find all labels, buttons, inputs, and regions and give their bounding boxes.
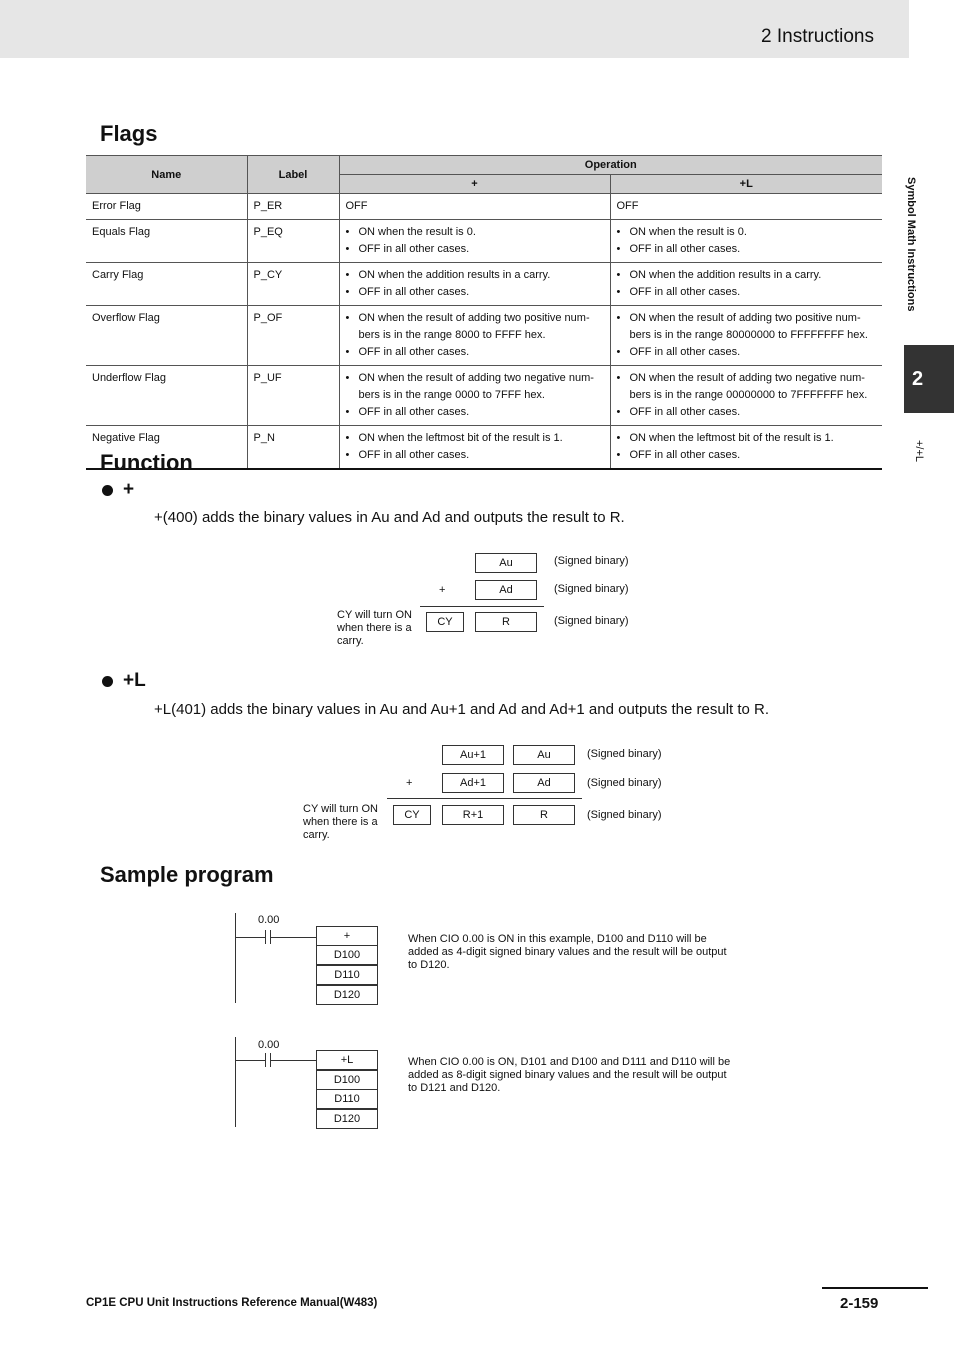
flags-table-body [86, 194, 882, 470]
bullet-icon: • [616, 406, 621, 418]
plus-condition [339, 194, 610, 220]
ad1-box: Ad+1 [442, 773, 504, 793]
condition-text: OFF in all other cases. [358, 243, 470, 255]
bullet-icon: • [616, 286, 621, 298]
condition-line [346, 370, 604, 404]
condition-line [617, 430, 877, 447]
condition-line [617, 224, 877, 241]
contact-address: 0.00 [258, 914, 280, 926]
flags-row [86, 306, 882, 366]
condition-text: OFF in all other cases. [629, 406, 741, 418]
r1-box: R+1 [442, 805, 504, 825]
signed-binary-label: (Signed binary) [554, 615, 629, 627]
condition-line [617, 310, 877, 344]
condition-text: ON when the result of adding two negative num-bers is in the range 00000000 to 7FFFFFFF hex. [629, 372, 868, 401]
cy-note: CY will turn ON when there is a carry. [303, 803, 378, 841]
col-operation-header: Operation [339, 156, 882, 175]
condition-text: ON when the leftmost bit of the result is 1. [358, 432, 563, 444]
sum-line [420, 606, 544, 607]
bullet-disc-icon [102, 485, 113, 496]
cy-note: CY will turn ON when there is a carry. [337, 609, 412, 647]
plusL-subheading [102, 670, 146, 692]
plus-operator: + [406, 777, 413, 789]
program-note: When CIO 0.00 is ON, D101 and D100 and D111 and D110 will be added as 8-digit signed binary values and the result will be output to D121 and D120. [408, 1056, 731, 1094]
col-plusL-header: +L [610, 175, 882, 194]
bullet-icon: • [616, 449, 621, 461]
signed-binary-label: (Signed binary) [554, 555, 629, 567]
sample-heading: Sample program [100, 862, 274, 887]
instruction-box: + [316, 926, 378, 946]
bullet-icon: • [616, 372, 621, 384]
condition-line [346, 284, 604, 301]
manual-title: CP1E CPU Unit Instructions Reference Manual(W483) [86, 1297, 378, 1309]
col-label-header: Label [247, 156, 339, 194]
condition-text: OFF in all other cases. [358, 286, 470, 298]
flag-label: P_EQ [247, 220, 339, 263]
rung-wire [235, 937, 265, 938]
condition-text: OFF in all other cases. [358, 406, 470, 418]
operand-box: D110 [316, 1089, 378, 1109]
condition-text: ON when the result of adding two positive num-bers is in the range 8000 to FFFF hex. [358, 312, 590, 341]
condition-line [346, 344, 604, 361]
bullet-icon: • [345, 286, 350, 298]
contact-icon-left [265, 930, 266, 944]
flag-label: P_ER [247, 194, 339, 220]
bullet-icon: • [616, 243, 621, 255]
operand-box: D100 [316, 945, 378, 965]
bullet-icon: • [345, 346, 350, 358]
au-box: Au [475, 553, 537, 573]
chapter-tab[interactable]: 2 [904, 345, 954, 413]
col-name-header: Name [86, 156, 247, 194]
plusL-condition [610, 366, 882, 426]
contact-address: 0.00 [258, 1039, 280, 1051]
plus-subheading [102, 479, 134, 501]
plusL-condition [610, 220, 882, 263]
condition-text: ON when the addition results in a carry. [358, 269, 551, 281]
bullet-disc-icon [102, 676, 113, 687]
flag-name: Negative Flag [86, 426, 247, 470]
condition-text: ON when the result is 0. [629, 226, 747, 238]
r-box: R [475, 612, 537, 632]
footer-rule [822, 1287, 928, 1289]
condition-line [346, 430, 604, 447]
rung-wire [235, 1060, 265, 1061]
condition-line [617, 404, 877, 421]
plusL-condition [610, 306, 882, 366]
plus-condition [339, 220, 610, 263]
bullet-icon: • [616, 346, 621, 358]
condition-line [346, 447, 604, 464]
flag-name: Carry Flag [86, 263, 247, 306]
condition-line [617, 198, 877, 215]
flag-label: P_CY [247, 263, 339, 306]
bullet-icon: • [345, 269, 350, 281]
operand-box: D120 [316, 985, 378, 1005]
cy-box: CY [426, 612, 464, 632]
condition-text: OFF in all other cases. [358, 346, 470, 358]
condition-line [617, 344, 877, 361]
condition-text: ON when the leftmost bit of the result is 1. [629, 432, 834, 444]
rung-wire [270, 1060, 317, 1061]
flags-row [86, 263, 882, 306]
au1-box: Au+1 [442, 745, 504, 765]
flags-row [86, 220, 882, 263]
bullet-icon: • [345, 432, 350, 444]
sidebar-section-label: Symbol Math Instructions [905, 177, 917, 312]
condition-text: OFF in all other cases. [629, 243, 741, 255]
plus-condition [339, 306, 610, 366]
au-box: Au [513, 745, 575, 765]
instruction-box: +L [316, 1050, 378, 1070]
flags-table [86, 155, 882, 470]
condition-text: OFF [345, 200, 368, 212]
rung-wire [270, 937, 317, 938]
contact-icon-left [265, 1053, 266, 1067]
sidebar-subsection: +/+L [913, 440, 925, 463]
condition-text: OFF in all other cases. [629, 449, 741, 461]
plus-condition [339, 426, 610, 470]
chapter-title: 2 Instructions [761, 26, 874, 47]
condition-text: OFF in all other cases. [358, 449, 470, 461]
condition-line [617, 447, 877, 464]
bullet-icon: • [345, 372, 350, 384]
condition-text: ON when the result of adding two positive num-bers is in the range 80000000 to FFFFFFFF hex. [629, 312, 868, 341]
bullet-icon: • [345, 449, 350, 461]
r-box: R [513, 805, 575, 825]
condition-text: ON when the result of adding two negative num-bers is in the range 0000 to 7FFF hex. [358, 372, 594, 401]
plus-subheading-text: + [123, 479, 135, 500]
signed-binary-label: (Signed binary) [587, 777, 662, 789]
condition-text: ON when the result is 0. [358, 226, 476, 238]
bullet-icon: • [616, 269, 621, 281]
bullet-icon: • [345, 312, 350, 324]
ad-box: Ad [513, 773, 575, 793]
power-rail [235, 913, 236, 1003]
plusL-condition [610, 426, 882, 470]
condition-text: OFF in all other cases. [629, 286, 741, 298]
condition-line [346, 267, 604, 284]
signed-binary-label: (Signed binary) [587, 748, 662, 760]
operand-box: D120 [316, 1109, 378, 1129]
flag-name: Underflow Flag [86, 366, 247, 426]
plus-condition [339, 263, 610, 306]
bullet-icon: • [345, 243, 350, 255]
plusL-description: +L(401) adds the binary values in Au and Au+1 and Ad and Ad+1 and outputs the result to R. [154, 701, 770, 718]
plus-operator: + [439, 584, 446, 596]
function-heading: Function [100, 450, 193, 475]
flags-row [86, 194, 882, 220]
bullet-icon: • [616, 226, 621, 238]
flags-row [86, 426, 882, 470]
signed-binary-label: (Signed binary) [554, 583, 629, 595]
plus-condition [339, 366, 610, 426]
plusL-subheading-text: +L [123, 670, 146, 691]
condition-line [346, 241, 604, 258]
plusL-condition [610, 194, 882, 220]
condition-line [346, 310, 604, 344]
condition-text: OFF [616, 200, 639, 212]
flag-label: P_OF [247, 306, 339, 366]
condition-line [617, 241, 877, 258]
condition-line [346, 198, 604, 215]
operand-box: D110 [316, 965, 378, 985]
flag-name: Error Flag [86, 194, 247, 220]
condition-text: ON when the addition results in a carry. [629, 269, 822, 281]
condition-line [346, 404, 604, 421]
operand-box: D100 [316, 1070, 378, 1090]
flags-heading: Flags [100, 121, 158, 146]
condition-line [617, 284, 877, 301]
power-rail [235, 1037, 236, 1127]
condition-line [346, 224, 604, 241]
col-plus-header: + [339, 175, 610, 194]
bullet-icon: • [345, 406, 350, 418]
program-note: When CIO 0.00 is ON in this example, D100 and D110 will be added as 4-digit signed binary values and the result will be output to D120. [408, 933, 727, 971]
flags-row [86, 366, 882, 426]
flag-label: P_N [247, 426, 339, 470]
page-number: 2-159 [840, 1295, 879, 1312]
sum-line [387, 798, 582, 799]
bullet-icon: • [616, 432, 621, 444]
condition-text: OFF in all other cases. [629, 346, 741, 358]
signed-binary-label: (Signed binary) [587, 809, 662, 821]
flag-name: Overflow Flag [86, 306, 247, 366]
cy-box: CY [393, 805, 431, 825]
bullet-icon: • [616, 312, 621, 324]
bullet-icon: • [345, 226, 350, 238]
flag-name: Equals Flag [86, 220, 247, 263]
condition-line [617, 267, 877, 284]
ad-box: Ad [475, 580, 537, 600]
flag-label: P_UF [247, 366, 339, 426]
sidebar-section [905, 177, 935, 337]
plus-description: +(400) adds the binary values in Au and Ad and outputs the result to R. [154, 509, 625, 526]
plusL-condition [610, 263, 882, 306]
condition-line [617, 370, 877, 404]
